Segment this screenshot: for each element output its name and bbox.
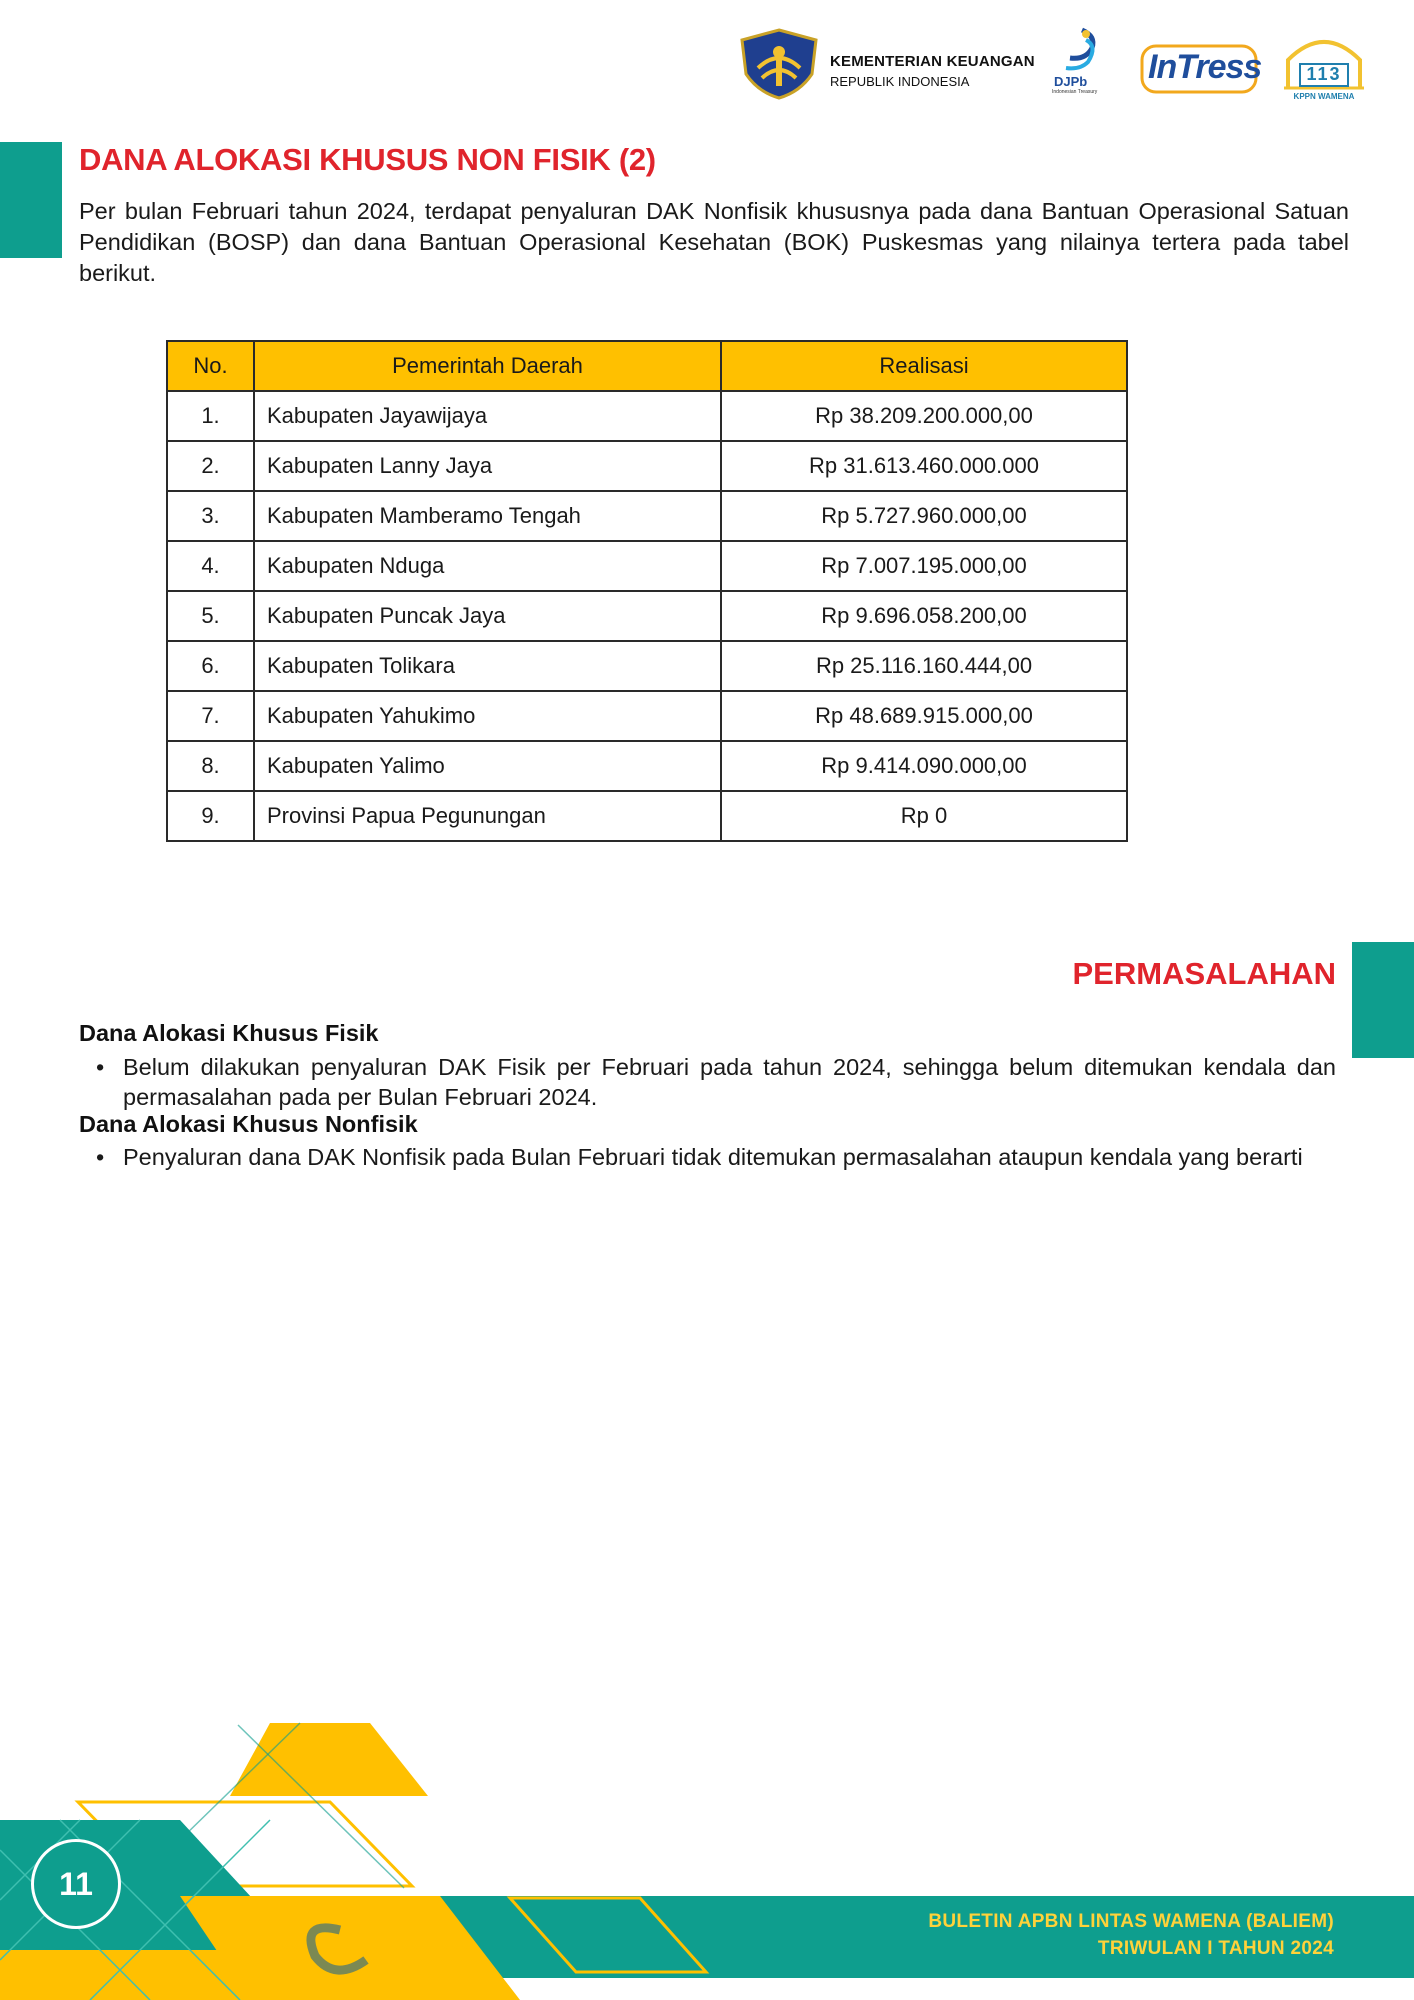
left-section-tab [0,142,62,258]
row-no: 3. [167,491,254,541]
row-no: 8. [167,741,254,791]
intress-logo [1140,44,1262,94]
kemenkeu-emblem-icon [738,28,820,100]
table-row [167,741,1127,791]
header-no: No. [167,341,254,391]
header-region: Pemerintah Daerah [254,341,721,391]
row-value: Rp 31.613.460.000.000 [721,441,1127,491]
djpb-swirl-icon [1052,26,1116,74]
table-row [167,791,1127,841]
page-number-badge [31,1839,121,1929]
row-region: Kabupaten Yalimo [254,741,721,791]
ministry-line1: KEMENTERIAN KEUANGAN [830,53,1035,70]
row-region: Kabupaten Jayawijaya [254,391,721,441]
row-value: Rp 9.696.058.200,00 [721,591,1127,641]
row-region: Kabupaten Lanny Jaya [254,441,721,491]
row-value: Rp 7.007.195.000,00 [721,541,1127,591]
row-region: Kabupaten Puncak Jaya [254,591,721,641]
row-no: 7. [167,691,254,741]
kppn-logo [1278,30,1370,104]
row-value: Rp 9.414.090.000,00 [721,741,1127,791]
row-value: Rp 48.689.915.000,00 [721,691,1127,741]
bullet-dot-icon: • [96,1144,105,1170]
row-no: 4. [167,541,254,591]
footer-publication [928,1908,1334,1962]
bullet-dot-icon: • [96,1054,105,1080]
row-region: Kabupaten Mamberamo Tengah [254,491,721,541]
djpb-logo [1052,26,1116,102]
table-header-row [167,341,1127,391]
issue-bullet-nonfisik [96,1142,1336,1172]
djpb-label: DJPb [1054,74,1088,89]
ministry-line2: REPUBLIK INDONESIA [830,74,970,89]
kppn-number: 113 [1306,64,1342,84]
ministry-name [830,52,1035,92]
realisasi-table [166,340,1128,842]
table-row [167,591,1127,641]
issue-bullet-text: Belum dilakukan penyaluran DAK Fisik per Februari pada tahun 2024, sehingga belum ditemukan kendala dan permasalahan pada per Bulan Februari 2024. [123,1054,1336,1110]
footer-line1: BULETIN APBN LINTAS WAMENA (BALIEM) [928,1911,1334,1932]
intro-paragraph: Per bulan Februari tahun 2024, terdapat penyaluran DAK Nonfisik khususnya pada dana Bantuan Operasional Satuan Pendidikan (BOSP) dan dana Bantuan Operasional Kesehatan (BOK) Puskesmas yang nilainya tertera pada tabel berikut. [79,198,1349,286]
row-region: Kabupaten Tolikara [254,641,721,691]
table-row [167,491,1127,541]
issues-title: PERMASALAHAN [1072,956,1336,991]
row-no: 1. [167,391,254,441]
issue-group-title-fisik: Dana Alokasi Khusus Fisik [79,1020,379,1046]
table-row [167,391,1127,441]
section-title: DANA ALOKASI KHUSUS NON FISIK (2) [79,142,656,177]
header-logos [738,26,1378,106]
row-value: Rp 5.727.960.000,00 [721,491,1127,541]
table-row [167,691,1127,741]
issue-group-title-nonfisik: Dana Alokasi Khusus Nonfisik [79,1111,418,1137]
row-no: 5. [167,591,254,641]
row-value: Rp 25.116.160.444,00 [721,641,1127,691]
table-row [167,641,1127,691]
right-section-tab [1352,942,1414,1058]
table-row [167,541,1127,591]
row-value: Rp 0 [721,791,1127,841]
row-no: 9. [167,791,254,841]
row-region: Kabupaten Nduga [254,541,721,591]
row-no: 6. [167,641,254,691]
row-region: Kabupaten Yahukimo [254,691,721,741]
row-region: Provinsi Papua Pegunungan [254,791,721,841]
row-no: 2. [167,441,254,491]
issue-bullet-fisik [96,1052,1336,1112]
page-number: 11 [59,1866,93,1902]
kppn-label: KPPN WAMENA [1293,92,1355,101]
djpb-sub-label: Indonesian Treasury [1052,89,1098,95]
intress-label: InTress [1148,48,1262,86]
row-value: Rp 38.209.200.000,00 [721,391,1127,441]
footer-line2: TRIWULAN I TAHUN 2024 [1097,1938,1334,1959]
issue-bullet-text: Penyaluran dana DAK Nonfisik pada Bulan Februari tidak ditemukan permasalahan ataupun kendala yang berarti [123,1144,1303,1170]
header-value: Realisasi [721,341,1127,391]
table-row [167,441,1127,491]
